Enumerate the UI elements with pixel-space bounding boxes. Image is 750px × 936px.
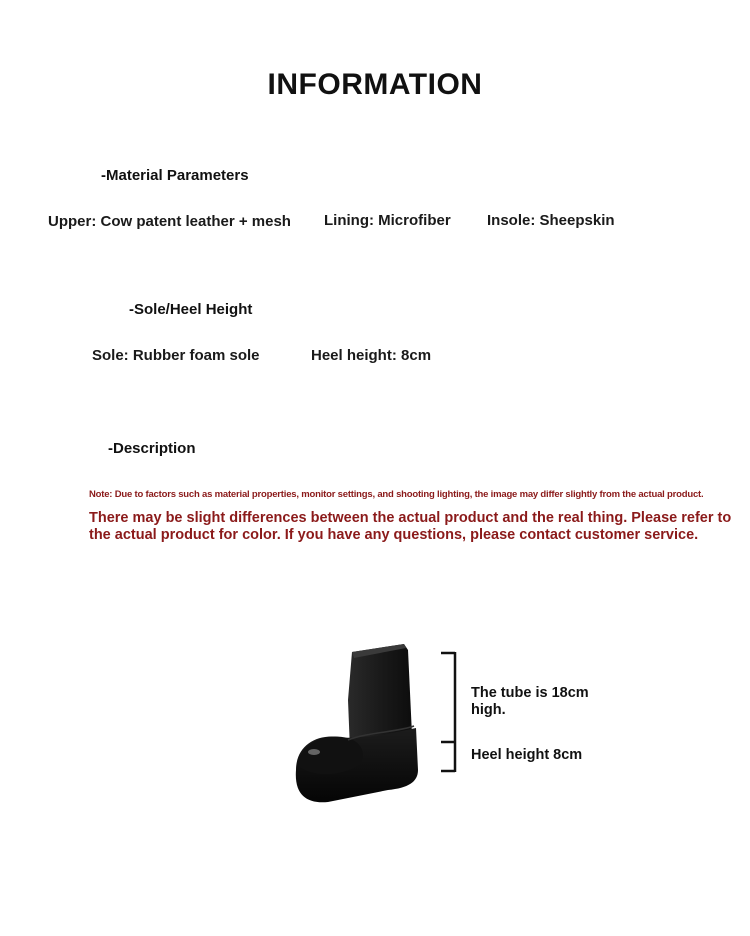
toe-highlight bbox=[308, 749, 320, 755]
boot-image bbox=[288, 640, 428, 812]
sole-heel-heading: -Sole/Heel Height bbox=[129, 301, 253, 318]
upper-material: Upper: Cow patent leather + mesh bbox=[48, 213, 291, 230]
heel-height-label: Heel height 8cm bbox=[471, 747, 583, 763]
insole-material: Insole: Sheepskin bbox=[487, 212, 615, 229]
sole-material: Sole: Rubber foam sole bbox=[92, 347, 260, 364]
heel-height: Heel height: 8cm bbox=[311, 347, 432, 364]
disclaimer-note: Note: Due to factors such as material properties, monitor settings, and shooting lighting, the image may differ slightly from the actual product. bbox=[89, 489, 704, 500]
lining-material: Lining: Microfiber bbox=[324, 212, 451, 229]
page-title: INFORMATION bbox=[267, 68, 483, 101]
tube-height-label: The tube is 18cm high. bbox=[471, 685, 589, 718]
measurement-bracket bbox=[438, 650, 460, 775]
material-parameters-heading: -Material Parameters bbox=[101, 167, 249, 184]
description-heading: -Description bbox=[108, 440, 196, 457]
description-text: There may be slight differences between the actual product and the real thing. Please refer to the actual product for color. If you have any questions, please contact customer service. bbox=[89, 510, 732, 543]
